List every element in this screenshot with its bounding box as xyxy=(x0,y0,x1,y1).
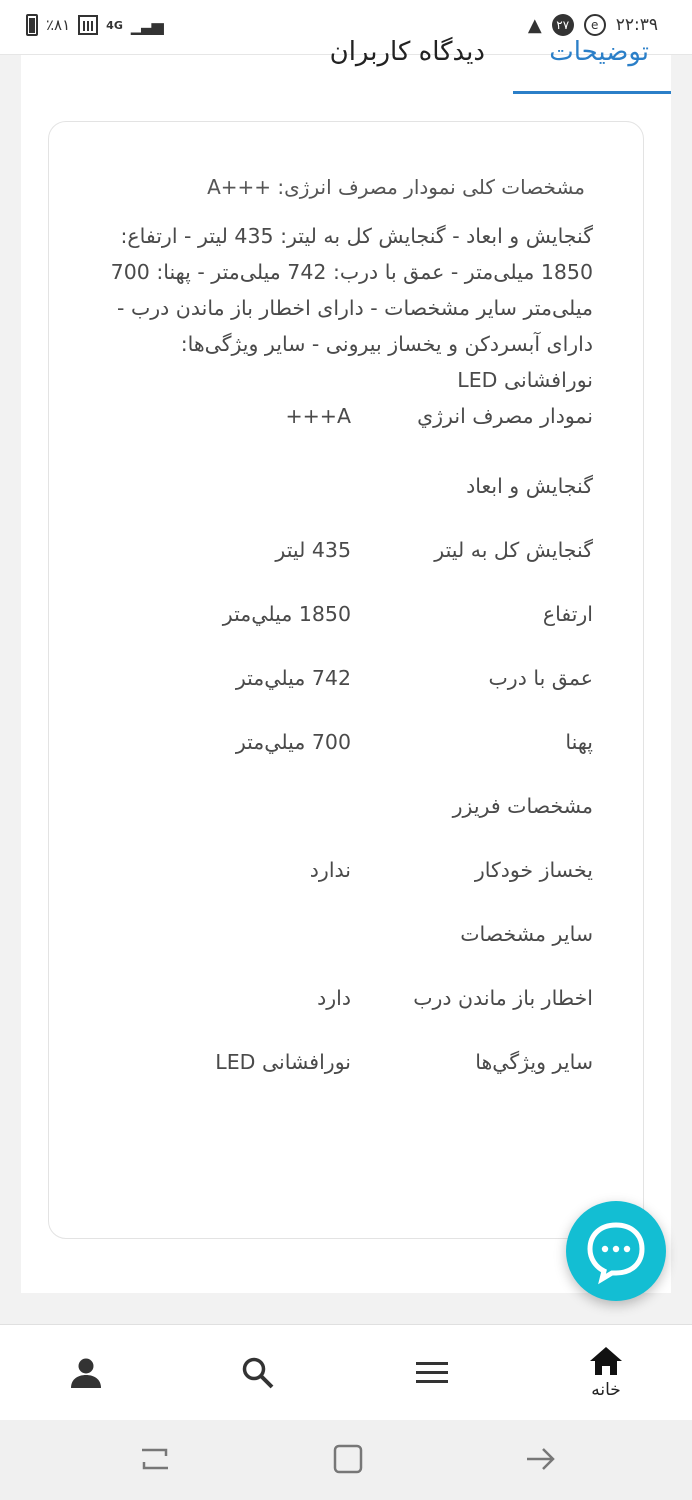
description-card xyxy=(48,121,644,1239)
status-right xyxy=(528,14,658,36)
nav-home[interactable] xyxy=(566,1325,646,1421)
network-type: 4G xyxy=(106,18,123,32)
spec-label: اخطار باز ماندن درب xyxy=(413,986,593,1010)
spec-value: 435 ليتر xyxy=(275,538,351,562)
summary-title: مشخصات کلی نمودار مصرف انرژی: +++A xyxy=(207,175,585,199)
nav-home-label: خانه xyxy=(591,1380,621,1400)
spec-row xyxy=(98,660,593,724)
nav-account[interactable] xyxy=(46,1325,126,1421)
spec-table xyxy=(98,398,593,1108)
warning-icon: ▲ xyxy=(527,14,542,36)
product-details-panel xyxy=(21,37,671,1293)
back-icon[interactable] xyxy=(524,1442,558,1476)
spec-row xyxy=(98,852,593,916)
spec-row xyxy=(98,980,593,1044)
battery-level: ٪۸۱ xyxy=(46,16,71,34)
spec-value: ندارد xyxy=(309,858,351,882)
signal-icon xyxy=(78,15,98,35)
signal-bars-icon: ▁▃▅ xyxy=(130,15,162,35)
summary-body: گنجایش و ابعاد - گنجایش کل به لیتر: 435 لیتر - ارتفاع: 1850 میلی‌متر - عمق با درب: 742 میلی‌متر - پهنا: 700 میلی‌متر سایر مشخصات - دارای اخطار باز ماندن درب - دارای آبسردکن و یخساز بیرونی - سایر ویژگی‌ها: نورافشانی LED xyxy=(110,224,593,392)
spec-value: نورافشانی LED xyxy=(215,1050,351,1074)
user-icon xyxy=(70,1357,102,1389)
spec-label: پهنا xyxy=(565,730,593,754)
search-icon xyxy=(241,1356,275,1390)
app-notification-icon: e xyxy=(584,14,606,36)
chat-button[interactable] xyxy=(566,1201,666,1301)
tab-reviews[interactable]: دیدگاه کاربران xyxy=(329,37,485,67)
spec-row xyxy=(98,468,593,532)
system-navigation-bar xyxy=(0,1420,692,1500)
spec-value: 700 ميلي‌متر xyxy=(235,730,351,754)
spec-label: نمودار مصرف انرژي xyxy=(417,404,593,428)
spec-label: گنجايش کل به ليتر xyxy=(434,538,593,562)
chat-bubble-icon xyxy=(584,1219,648,1283)
spec-row xyxy=(98,398,593,468)
battery-icon xyxy=(26,14,38,36)
home-button-icon[interactable] xyxy=(331,1442,365,1476)
nav-menu[interactable] xyxy=(392,1325,472,1421)
description-content xyxy=(98,160,593,1108)
spec-row xyxy=(98,916,593,980)
status-left xyxy=(26,14,162,36)
spec-value: 1850 ميلي‌متر xyxy=(222,602,351,626)
menu-icon xyxy=(415,1360,449,1386)
tab-description[interactable]: توضیحات xyxy=(549,37,649,67)
spec-label: يخساز خودکار xyxy=(474,858,593,882)
bottom-navigation xyxy=(0,1324,692,1421)
spec-label: عمق با درب xyxy=(488,666,593,690)
spec-row xyxy=(98,788,593,852)
spec-section-heading: گنجایش و ابعاد xyxy=(466,474,593,498)
active-tab-indicator xyxy=(513,91,671,94)
spec-value: 742 ميلي‌متر xyxy=(235,666,351,690)
clock: ۲۲:۳۹ xyxy=(615,15,658,35)
spec-value: +++A xyxy=(285,404,351,428)
spec-row xyxy=(98,724,593,788)
spec-value: دارد xyxy=(317,986,351,1010)
spec-row xyxy=(98,532,593,596)
tab-bar xyxy=(21,37,671,95)
home-icon xyxy=(589,1346,623,1376)
spec-row xyxy=(98,596,593,660)
notification-count-badge: ۲۷ xyxy=(552,14,574,36)
recent-apps-icon[interactable] xyxy=(138,1442,172,1476)
spec-row xyxy=(98,1044,593,1108)
spec-label: ساير ويژگي‌ها xyxy=(475,1050,593,1074)
spec-label: ارتفاع xyxy=(542,602,593,626)
spec-section-heading: ساير مشخصات xyxy=(460,922,593,946)
nav-search[interactable] xyxy=(218,1325,298,1421)
spec-section-heading: مشخصات فريزر xyxy=(452,794,593,818)
